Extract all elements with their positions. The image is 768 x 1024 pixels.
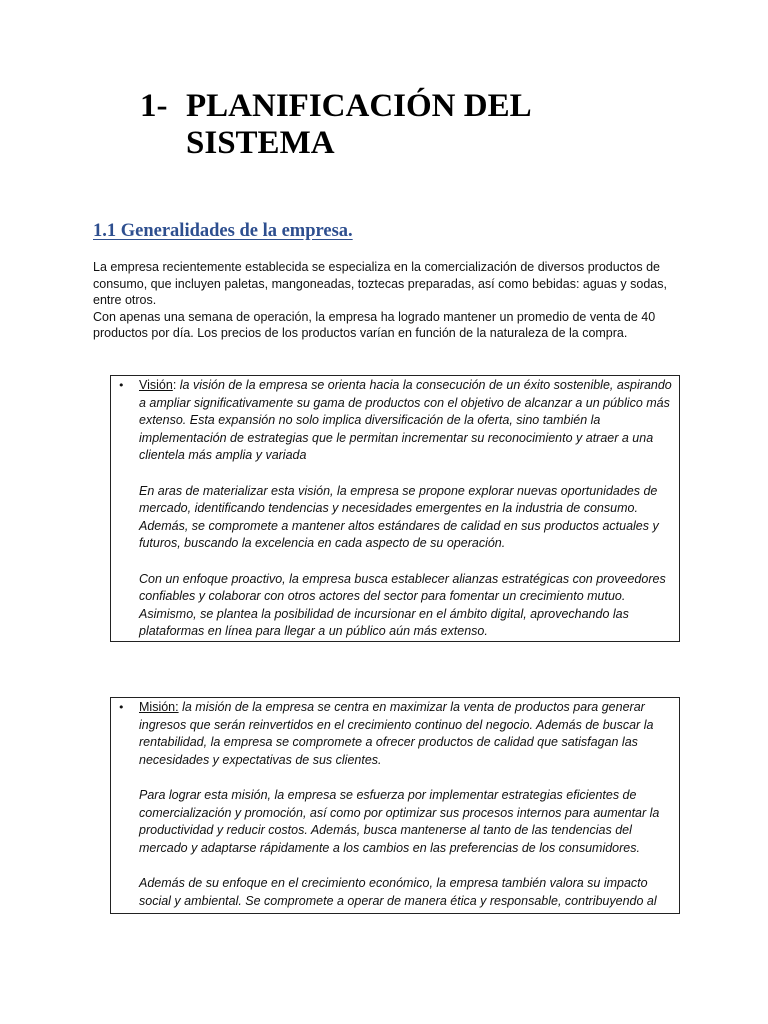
mision-paragraph-1: la misión de la empresa se centra en maximizar la venta de productos para generar ingresos que serán reinvertidos en el crecimiento continuo del negocio. Además de buscar la rentabilidad, la empresa se compromete a ofrecer productos de calidad que satisfagan las necesidades y expectativas de sus clientes. bbox=[139, 700, 654, 767]
vision-box bbox=[110, 375, 680, 642]
vision-paragraph-1: la visión de la empresa se orienta hacia la consecución de un éxito sostenible, aspirando a ampliar significativamente su gama de productos con el objetivo de alcanzar a un público más extenso. Esta expansión no solo implica diversificación de la oferta, sino también la implementación de estrategias que le permitan incrementar su reconocimiento y atraer a una clientela más amplia y variada bbox=[139, 378, 672, 463]
vision-text bbox=[139, 377, 679, 642]
mision-label: Misión: bbox=[139, 700, 179, 714]
mision-text bbox=[139, 699, 679, 914]
chapter-number: 1- bbox=[140, 88, 168, 124]
mision-paragraph-3: Además de su enfoque en el crecimiento económico, la empresa también valora su impacto social y ambiental. Se compromete a operar de manera ética y responsable, contribuyendo al bbox=[139, 875, 657, 908]
vision-paragraph-2: En aras de materializar esta visión, la empresa se propone explorar nuevas oportunidades de mercado, identificando tendencias y necesidades emergentes en la industria de consumo. Además, se compromete a mantener altos estándares de calidad en sus productos actuales y futuros, buscando la excelencia en cada aspecto de su operación. bbox=[139, 483, 659, 551]
mision-bullet-icon: • bbox=[118, 701, 125, 714]
mision-paragraph-2: Para lograr esta misión, la empresa se esfuerza por implementar estrategias eficientes de comercialización y promoción, así como por optimizar sus procesos internos para aumentar la productividad y reducir costos. Además, busca mantenerse al tanto de las tendencias del mercado y adaptarse rápidamente a los cambios en las preferencias de los consumidores. bbox=[139, 787, 660, 855]
vision-paragraph-3: Con un enfoque proactivo, la empresa busca establecer alianzas estratégicas con proveedores confiables y colaborar con otros actores del sector para fomentar un crecimiento mutuo. Asimismo, se plantea la posibilidad de incursionar en el ámbito digital, aprovechando las plataformas en línea para llegar a un público aún más extenso. bbox=[139, 571, 666, 639]
section-heading: 1.1 Generalidades de la empresa. bbox=[93, 221, 353, 241]
intro-text bbox=[93, 259, 683, 342]
vision-label-colon: : bbox=[172, 378, 180, 392]
vision-bullet-icon: • bbox=[118, 379, 125, 392]
intro-paragraph-2: Con apenas una semana de operación, la empresa ha logrado mantener un promedio de venta de 40 productos por día. Los precios de los productos varían en función de la naturaleza de la compra. bbox=[93, 309, 656, 340]
vision-label: Visión bbox=[139, 378, 173, 392]
chapter-title: PLANIFICACIÓN DEL SISTEMA bbox=[186, 88, 530, 161]
mision-box bbox=[110, 697, 680, 914]
intro-paragraph-1: La empresa recientemente establecida se especializa en la comercialización de diversos productos de consumo, que incluyen paletas, mangoneadas, toztecas preparadas, así como bebidas: aguas y sodas, entre otros. bbox=[93, 260, 667, 307]
